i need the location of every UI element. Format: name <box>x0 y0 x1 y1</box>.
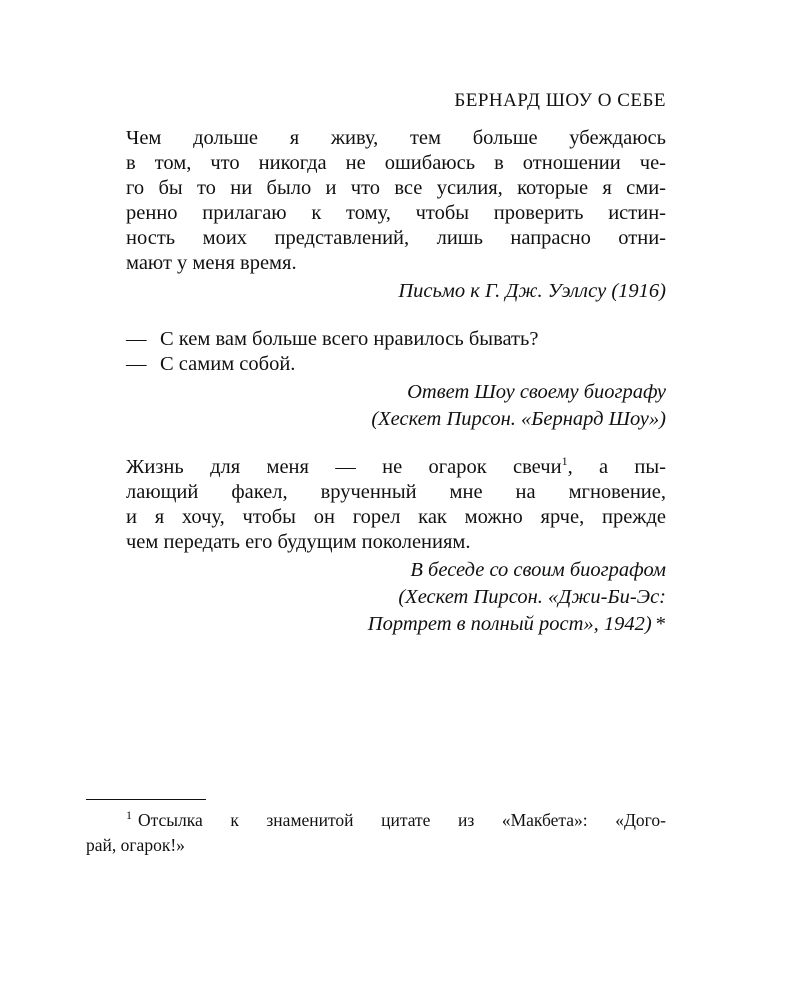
quote-3-attribution-text: Портрет в полный рост», 1942) <box>367 613 652 635</box>
quote-1-attribution: Письмо к Г. Дж. Уэллсу (1916) <box>398 280 666 302</box>
footnote-mark: 1 <box>126 808 132 823</box>
quote-3-line: и я хочу, чтобы он горел как можно ярче, прежде <box>126 506 666 528</box>
dash: — <box>126 328 147 350</box>
quote-2-attribution-line: (Хескет Пирсон. «Бернард Шоу») <box>371 408 666 430</box>
quote-3-line: лающий факел, врученный мне на мгновение, <box>126 481 666 503</box>
quote-2-attribution-line: Ответ Шоу своему биографу <box>407 381 666 403</box>
quote-2-dialogue <box>126 327 666 377</box>
quote-1-line: ность моих представлений, лишь напрасно отни- <box>126 227 666 249</box>
footnote-line <box>86 808 666 833</box>
quote-1-line: ренно прилагаю к тому, чтобы проверить истин- <box>126 202 666 224</box>
quote-3-attribution-line: В беседе со своим биографом <box>410 559 666 581</box>
dialogue-answer <box>126 352 666 377</box>
quote-3-attribution-line <box>126 611 666 638</box>
dialogue-question <box>126 327 666 352</box>
quote-2-attribution <box>126 379 666 433</box>
quote-1-line: в том, что никогда не ошибаюсь в отношении че- <box>126 152 666 174</box>
page-body <box>126 88 666 638</box>
question-text: С кем вам больше всего нравилось бывать? <box>160 328 539 350</box>
footnote-divider <box>86 799 206 800</box>
dash: — <box>126 353 147 375</box>
asterisk-note-mark: * <box>655 613 666 635</box>
quote-1-text <box>126 126 666 276</box>
quote-1-line: мают у меня время. <box>126 252 297 274</box>
answer-text: С самим собой. <box>160 353 296 375</box>
quote-3-text <box>126 455 666 555</box>
quote-3-attribution <box>126 557 666 638</box>
quote-3-line: чем передать его будущим поколениям. <box>126 531 471 553</box>
footnote-text: Отсылка к знаменитой цитате из «Макбета»: «Дого- <box>138 810 666 830</box>
quote-3-line-end: , а пы- <box>567 456 666 478</box>
quote-3-line-start: Жизнь для меня — не огарок свечи <box>126 456 562 478</box>
running-head: БЕРНАРД ШОУ О СЕБЕ <box>454 90 666 111</box>
footnote-reference[interactable]: 1 <box>561 454 568 469</box>
footnote-line: рай, огарок!» <box>86 835 185 855</box>
quote-3-attribution-line: (Хескет Пирсон. «Джи-Би-Эс: <box>398 586 666 608</box>
footnote <box>86 808 666 858</box>
quote-1-line: Чем дольше я живу, тем больше убеждаюсь <box>126 127 666 149</box>
quote-1-line: го бы то ни было и что все усилия, которые я сми- <box>126 177 666 199</box>
quote-3-line <box>126 455 666 480</box>
